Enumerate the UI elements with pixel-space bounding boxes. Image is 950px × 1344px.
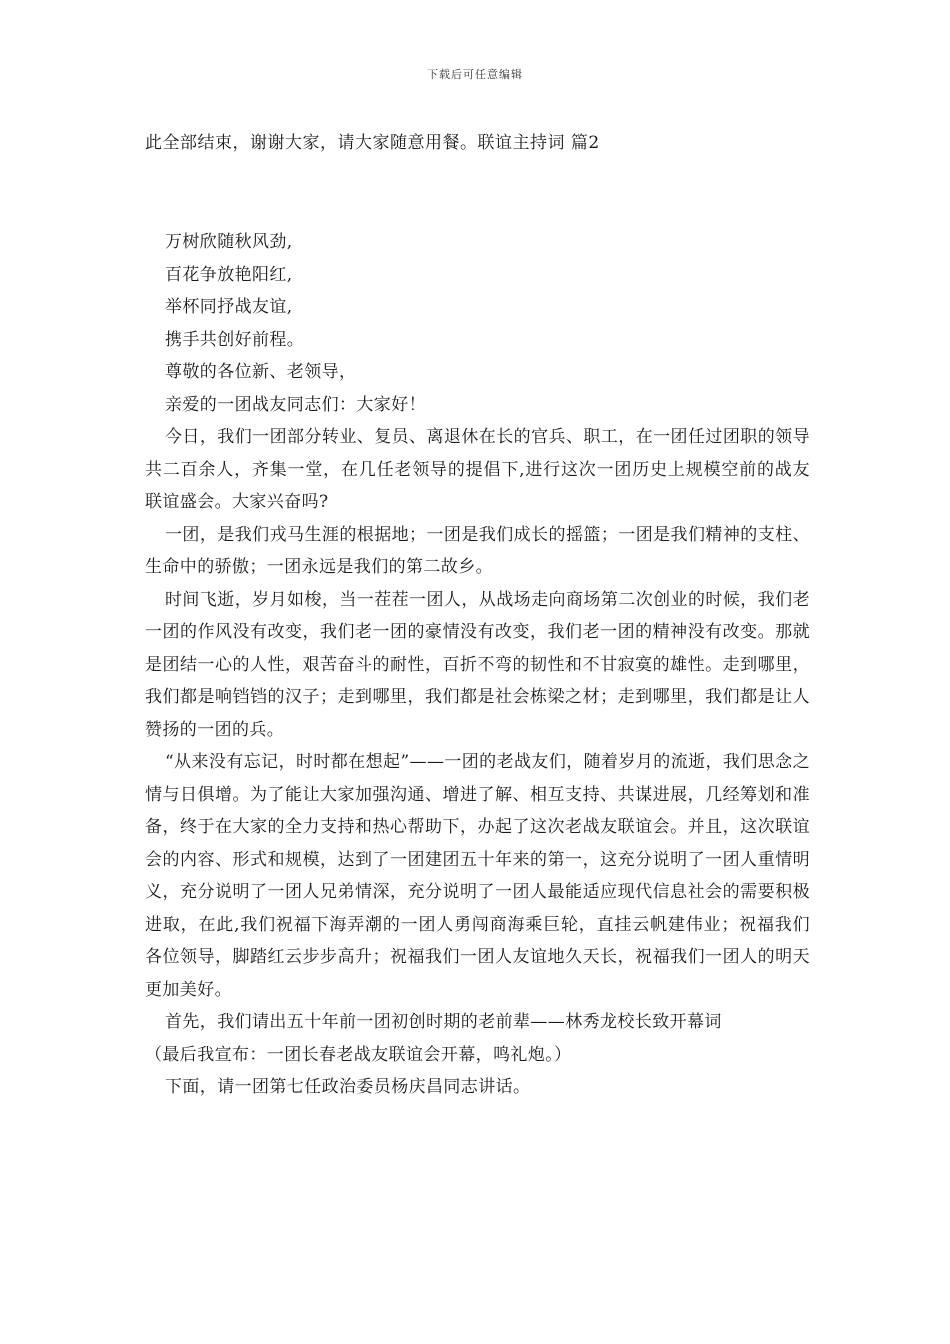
body-paragraph: “从来没有忘记，时时都在想起”——一团的老战友们，随着岁月的流逝，我们思念之情与日俱增。为了能让大家加强沟通、增进了解、相互支持、共谋进展，几经筹划和准备，终于在大家的全力支持和热心帮助下，办起了这次老战友联谊会。并且，这次联谊会的内容、形式和规模，达到了一团建团五十年来的第一，这充分说明了一团人重情明义，充分说明了一团人兄弟情深，充分说明了一团人最能适应现代信息社会的需要积极进取，在此,我们祝福下海弄潮的一团人勇闯商海乘巨轮，直挂云帆建伟业；祝福我们各位领导，脚踏红云步步高升；祝福我们一团人友谊地久天长，祝福我们一团人的明天更加美好。 — [145, 752, 810, 1000]
body-paragraph: 一团，是我们戎马生涯的根据地；一团是我们成长的摇篮；一团是我们精神的支柱、生命中的骄傲；一团永远是我们的第二故乡。 — [145, 524, 810, 577]
poem-line: 万树欣随秋风劲, — [165, 232, 293, 252]
body-paragraph: 首先，我们请出五十年前一团初创时期的老前辈——林秀龙校长致开幕词 — [165, 1012, 722, 1032]
poem-line: 携手共创好前程。 — [165, 329, 305, 350]
greeting-line: 尊敬的各位新、老领导， — [165, 362, 357, 382]
final-line: 下面，请一团第七任政治委员杨庆昌同志讲话。 — [165, 1077, 531, 1097]
greeting-line: 亲爱的一团战友同志们：大家好！ — [165, 394, 426, 415]
document-body — [145, 226, 810, 1104]
closing-line: 此全部结束，谢谢大家，请大家随意用餐。联谊主持词 篇2 — [145, 133, 600, 153]
page-header-note: 下载后可任意编辑 — [427, 68, 523, 81]
poem-line: 百花争放艳阳红, — [165, 264, 293, 285]
body-paragraph: 时间飞逝，岁月如梭，当一茬茬一团人，从战场走向商场第二次创业的时候，我们老一团的作风没有改变，我们老一团的豪情没有改变，我们老一团的精神没有改变。那就是团结一心的人性，艰苦奋斗的耐性，百折不弯的韧性和不甘寂寞的雄性。走到哪里，我们都是响铛铛的汉子；走到哪里，我们都是社会栋梁之材；走到哪里，我们都是让人赞扬的一团的兵。 — [145, 589, 810, 740]
body-paragraph: 今日，我们一团部分转业、复员、离退休在长的官兵、职工，在一团任过团职的领导共二百余人，齐集一堂，在几任老领导的提倡下,进行这次一团历史上规模空前的战友联谊盛会。大家兴奋吗? — [145, 427, 810, 512]
poem-line: 举杯同抒战友谊, — [165, 297, 293, 317]
parenthetical-note: （最后我宣布：一团长春老战友联谊会开幕，鸣礼炮。） — [145, 1044, 572, 1065]
